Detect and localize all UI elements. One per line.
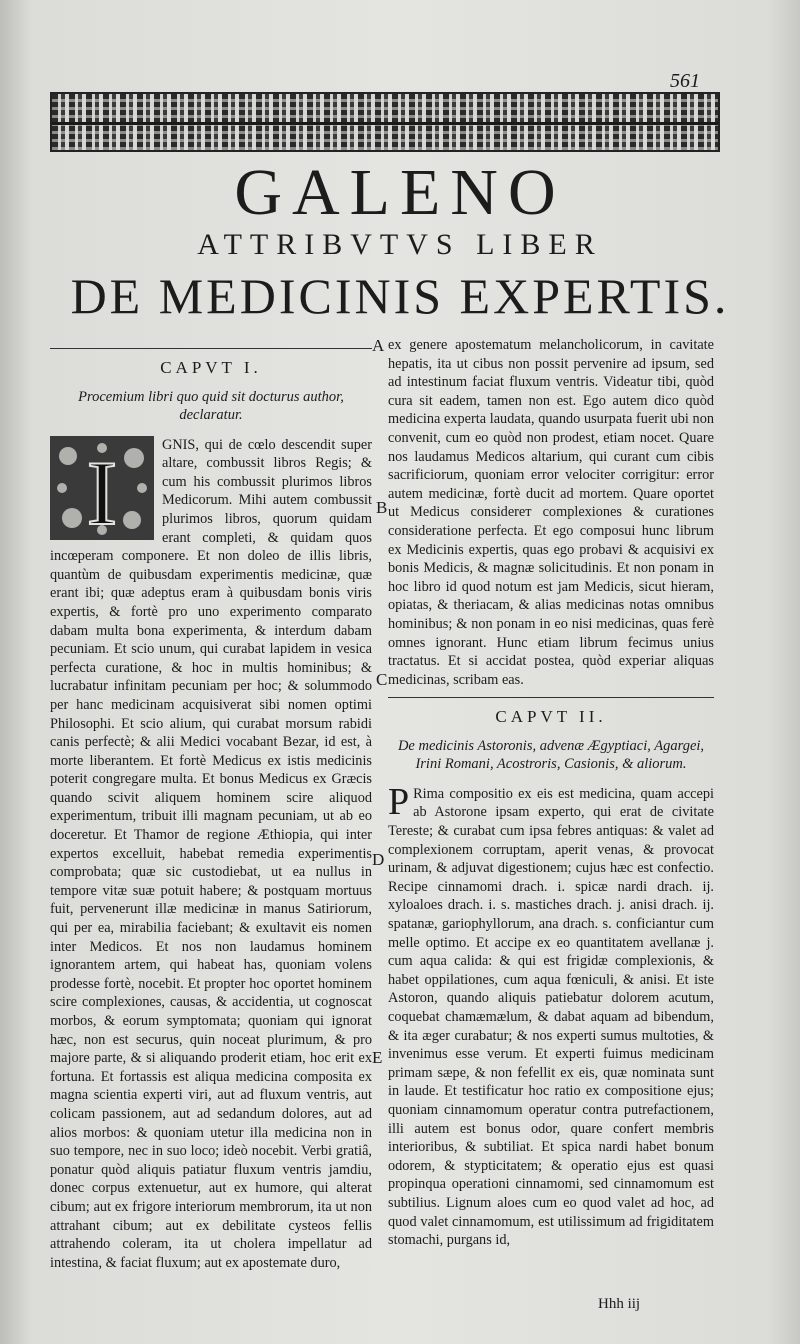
chapter-rule [50, 348, 372, 349]
margin-letter-a: A [372, 336, 385, 355]
chapter-1-subtitle: Procemium libri quo quid sit docturus author, declaratur. [78, 388, 344, 423]
chapter-1-heading: CAPVT I. [160, 358, 262, 377]
margin-letter-b: B [376, 498, 388, 517]
title-line-2: ATTRIBVTVS LIBER [197, 228, 603, 261]
ornamental-header-band [50, 92, 720, 152]
chapter-rule [388, 697, 714, 698]
right-column [388, 336, 714, 1250]
chapter-1-body: GNIS, qui de cœlo descendit super altare, combussit libros Regis; & cum his combussit plurimos libros Medicorum. Mihi autem combussit plurimos libros, quorum quidam erant completi, & quidam quos incœperam componere. Et non doleo de illis libris, quantùm de quibusdam experimentis medicinæ, quæ erant ibi; quæ adeptus eram à quibusdam bonis viris expertis, & fortè pro uno experimento comparato dabam multa bona experimenta, & interdum dabam pecuniam. Et scio unum, qui curabat lapidem in vesica perfecta curatione, & hoc in multis hominibus; & lucrabatur infinitam pecuniam per hoc; & solummodo per hanc medicinam acquisiverat sibi nomen optimi Philosophi. Et scio alium, qui curabat morsum rabidi canis perfectè; & alii Medici vocabant Bezar, id est, à morte liberantem. Et fortè Medicus ex istis medicinis poterit congregare multa. Et bonus Medicus ex Græcis quando scivit aliquem hominem scire aliquod experimentum, tribuit illi magnam pecuniam, ut ab eo doceretur. Et Thamor de regione Æthiopia, qui inter expertos excelluit, habebat remedia experimentis comprobata; quæ sic custodiebat, ut ea nullus in tempore vitæ suæ potuit habere; & postquam mortuus fuit, pervenerunt illæ medicinæ in manus Satiriorum, qui per ea, mirabilia faciebant; & exultavit eis nomen inter Medicos. Et nos non laudamus hominem ignorantem artem, qui habeat has, quoniam volens prodesse fortè, nocebit. Et propter hoc oportet hominem scire complexiones, causas, & accidentia, ut cognoscat morbos, & eorum symptomata; quoniam qui ignorat hæc, non est securus, quin noceat plurimum, & pro majore parte, & si aliquando proderit etiam, hoc erit ex fortuna. Et fortassis est aliqua medicina composita ex magna scientia experti viri, aut ad fluxum ventris, aut colicam passionem, aut ad sedandum dolores, aut ad alios morbos: & quoniam utetur illa medicina non in suo tempore, nec in suo loco; ideò nocebit. Verbi gratiâ, ponatur quòd aliquis patiatur fluxum ventris jamdiu, donec corpus extenuetur, aut ex humore, qui alterat cibum; aut ex frigore interiorum membrorum, ita ut non attrahant cibum; aut ex debilitate cysteos fellis attrahendo coleram, ita ut cholera impellatur ad intestina, & faciat fluxum; aut ex apostemate duro, [50, 436, 372, 1271]
decorated-initial-icon [50, 436, 154, 540]
signature-mark: Hhh iij [598, 1296, 641, 1312]
chapter-2-initial: P [388, 780, 410, 823]
continued-text: ex genere apostematum melancholicorum, in cavitate hepatis, ita ut cibus non possit pervenire ad ipsum, sed ad intestinum faciat fluxum ventris. Videatur tibi, quòd cura sit eadem, tamen non est. Ego autem dico quòd medicina experta laudata, quando usurpata fuerit ubi non convenit, cum eo quòd non prodest, etiam nocet. Quare nos laudamus Medicos altarium, qui curant cum cibis sacrificiorum, quoniam error velociter corrigitur: error autem medicinæ, fortè ducit ad mortem. Quare oportet ut Medicus considerет complexiones & curationes consideratione perfecta. Et ego composui hunc librum ex Medicinis expertis, quas ego probavi & acquisivi ex bonis Medicis, & magnæ solicitudinis. Et non ponam in hoc libro id quod notum est jam Medicis, sicut hieram, opiatas, & theriacam, & alias medicinas notas omnibus hominibus; & non ponam in eo nisi medicinas, quas ferè omnes ignorant. Hunc etiam librum fecimus unius tractatus. Et si accidat postea, quòd experiar aliquas medicinas, scribam eas. [388, 337, 714, 688]
margin-letter-c: C [376, 670, 388, 689]
left-column [50, 340, 372, 1272]
initial-letter: I [86, 441, 118, 540]
title-line-1: GALENO [234, 156, 566, 229]
chapter-2-heading: CAPVT II. [495, 707, 607, 727]
chapter-2-body: Rima compositio ex eis est medicina, quam accepi ab Astorone ipsam experto, qui erat de civitate Tereste; & curabat cum ipsa febres antiquas: & valet ad complexionem corruptam, aperit venas, & provocat urinam, & adjuvat digestionem; cujus hæc est confectio. Recipe cinnamomi drach. i. spicæ nardi drach. ij. xyloaloes drach. i. s. masticheѕ drach. j. anisi drach. ij. spatanæ, gariophyllorum, ana drach. s. conficiantur cum melle optimo. Et accipe ex eo quantitatem avellanæ j. cum aqua calida: & qui est frigidæ complexionis, & habet oppilationes, cum aqua fœniculi, & anisi. Et iste Astoron, quando aliquis patiebatur dolorem acutum, coquebat chamæmælum, & dabat aquam ad bibendum, & ita æger curabatur; & nos experti sumus multoties, & invenimus esse verum. Et experti fuimus medicinam primam sæpe, & non fefellit ex eis, quæ nominata sunt in laude. Et testificatur hoc ratio ex compositione ejus; quoniam cinnamomum operatur contra putrefactionem, illi autem est bonus odor, quare confert membris interioribus, & subtiliat. Et spica nardi habet bonum odorem, & stypticitatem; & operatio ejus est quasi propinqua operationi cinnamomi, sed cinnamomum est subtilius. Lignum aloes cum eo quod valet ad hoc, ad quod valet cinnamomum, est utilissimum ad frigiditatem stomachi, purgans id, [388, 785, 714, 1249]
title-line-3: DE MEDICINIS EXPERTIS. [70, 268, 730, 324]
margin-letter-e: E [372, 1048, 383, 1067]
page-number: 561 [670, 70, 700, 92]
chapter-2-subtitle: De medicinis Astoronis, advenæ Ægyptiaci, Agargei, Irini Romani, Acostroris, Casionis, & aliorum. [397, 737, 705, 772]
margin-letter-d: D [372, 850, 385, 869]
